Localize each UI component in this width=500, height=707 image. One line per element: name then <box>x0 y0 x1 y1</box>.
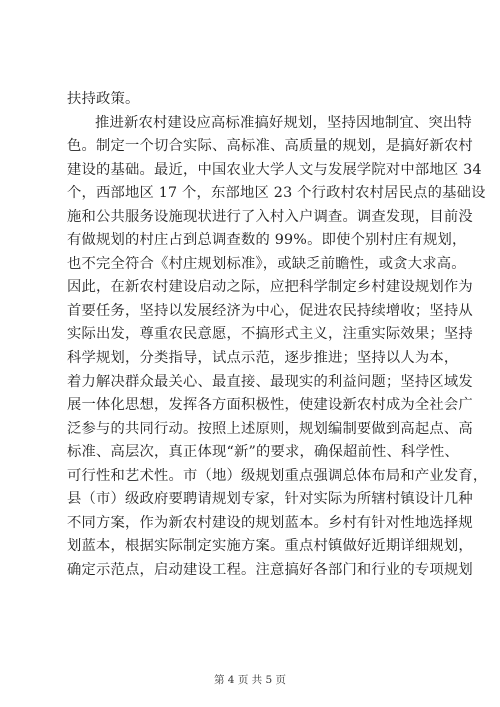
text-line: 着力解决群众最关心、最直接、最现实的利益问题；坚持区域发 <box>67 373 473 390</box>
text-line: 实际出发，尊重农民意愿，不搞形式主义，注重实际效果；坚持 <box>67 326 473 343</box>
body-text <box>67 88 488 582</box>
text-line: 施和公共服务设施现状进行了入村入户调查。调查发现，目前没 <box>67 208 473 225</box>
page-footer: 第 4 页 共 5 页 <box>213 674 287 686</box>
text-line: 泛参与的共同行动。按照上述原则，规划编制要做到高起点、高 <box>67 420 473 437</box>
text-line: 不同方案，作为新农村建设的规划蓝本。乡村有针对性地选择规 <box>67 514 473 531</box>
text-line: 建设的基础。最近，中国农业大学人文与发展学院对中部地区 34 <box>67 161 482 178</box>
text-line: 确定示范点，启动建设工程。注意搞好各部门和行业的专项规划 <box>67 561 473 578</box>
text-line: 扶持政策。 <box>67 91 140 107</box>
text-line: 可行性和艺术性。市（地）级规划重点强调总体布局和产业发育， <box>67 467 488 484</box>
text-line: 县（市）级政府要聘请规划专家，针对实际为所辖村镇设计几种 <box>67 491 473 508</box>
text-line: 科学规划，分类指导，试点示范，逐步推进；坚持以人为本， <box>67 350 459 367</box>
text-line: 有做规划的村庄占到总调查数的 99%。即使个别村庄有规划， <box>67 232 467 249</box>
text-line: 个，西部地区 17 个，东部地区 23 个行政村农村居民点的基础设 <box>67 185 486 202</box>
text-line: 因此，在新农村建设启动之际，应把科学制定乡村建设规划作为 <box>67 279 473 296</box>
text-line: 也不完全符合《村庄规划标准》，或缺乏前瞻性，或贪大求高。 <box>67 255 466 272</box>
text-line: 划蓝本，根据实际制定实施方案。重点村镇做好近期详细规划， <box>67 538 473 555</box>
text-line: 标准、高层次，真正体现“新”的要求，确保超前性、科学性、 <box>67 444 459 461</box>
text-line: 推进新农村建设应高标准搞好规划，坚持因地制宜、突出特 <box>95 114 472 131</box>
text-line: 首要任务，坚持以发展经济为中心，促进农民持续增收；坚持从 <box>67 302 473 319</box>
text-line: 色。制定一个切合实际、高标准、高质量的规划，是搞好新农村 <box>67 138 473 155</box>
text-line: 展一体化思想，发挥各方面积极性，使建设新农村成为全社会广 <box>67 397 473 414</box>
